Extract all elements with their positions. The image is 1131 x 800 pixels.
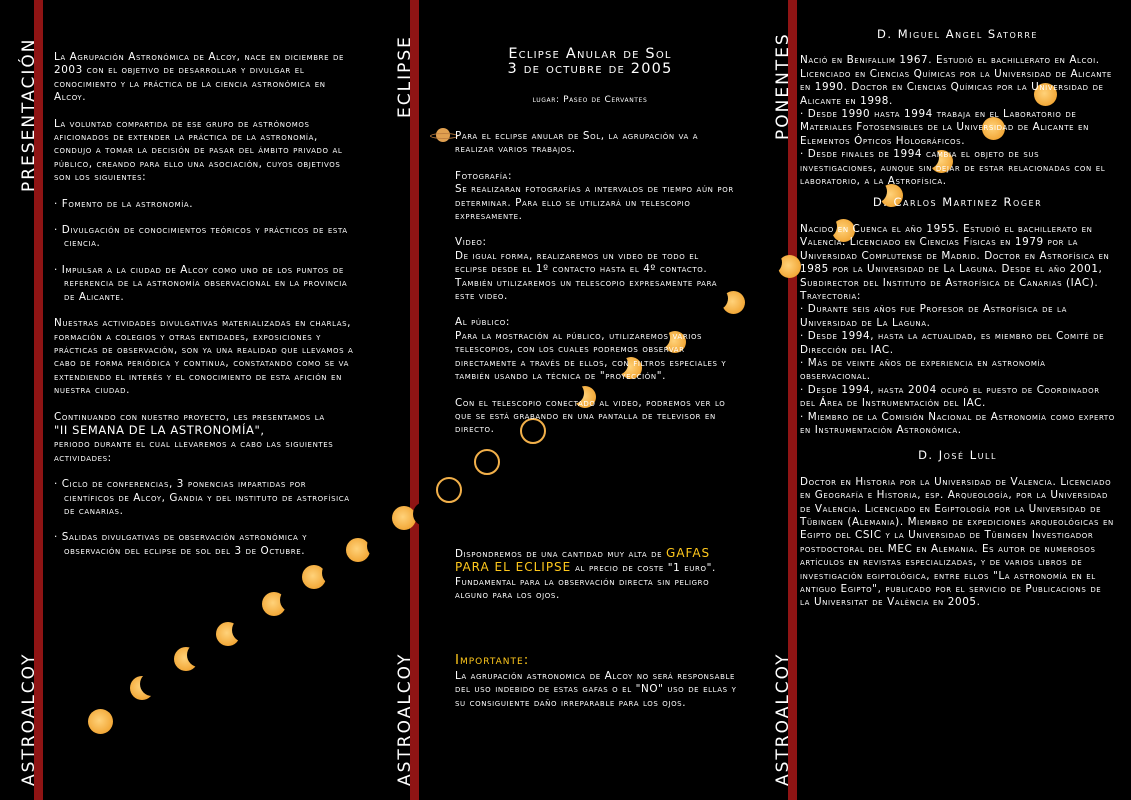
eclipse-text <box>455 130 735 450</box>
speaker-name: D. Miguel Angel Satorre <box>877 27 1038 41</box>
sun-full-icon <box>88 709 113 734</box>
activity-item: · Salidas divulgativas de observación astronómica y observación del eclipse de sol del 3 de Octubre. <box>54 531 308 557</box>
speaker-item: · Desde finales de 1994 cambia el objeto de sus investigaciones, aunque sin dejar de estar relacionadas con el laboratorio, a la Astrofísica. <box>800 148 1106 188</box>
semana-title: "II SEMANA DE LA ASTRONOMÍA", <box>54 422 265 437</box>
eclipse-intro: Para el eclipse anular de Sol, la agrupación va a realizar varios trabajos. <box>455 130 699 156</box>
tv-text: Con el telescopio conectado al video, podremos ver lo que se está grabando en una pantalla de televisor en directo. <box>455 396 726 436</box>
vertical-astroalcoy-2: ASTROALCOY <box>395 652 415 786</box>
will-paragraph: La voluntad compartida de ese grupo de astrónomos aficionados de extender la práctica de la astronomía, condujo a tomar la decisión de pasar del ámbito privado al público, creando para ello una asociación, cuyos objetivos son los siguientes: <box>54 117 343 184</box>
objective-item: · Fomento de la astronomía. <box>54 197 194 210</box>
speaker-item: · Más de veinte años de experiencia en astronomía observacional. <box>800 356 1046 383</box>
speaker-name: D. Carlos Martinez Roger <box>872 195 1043 210</box>
speaker-name: D. José Lull <box>918 448 997 463</box>
sun-ring-icon <box>436 477 462 503</box>
presentation-text <box>54 51 354 571</box>
vertical-presentacion: PRESENTACIÓN <box>19 37 39 192</box>
trajectory-label: Trayectoria: <box>800 289 861 302</box>
glasses-highlight: GAFAS PARA EL ECLIPSE <box>455 546 711 575</box>
photo-heading: Fotografía: <box>455 169 513 182</box>
activity-item: · Ciclo de conferencias, 3 ponencias impartidas por científicos de Alcoy, Gandia y del instituto de astrofísica de canarias. <box>54 478 350 517</box>
speaker-item: · Desde 1994, hasta la actualidad, es miembro del Comité de Dirección del IAC. <box>800 330 1105 356</box>
vertical-astroalcoy-3: ASTROALCOY <box>773 652 793 786</box>
speaker-item: · Desde 1994, hasta 2004 ocupó el puesto de Coordinador del Área de Instrumentación del IAC. <box>800 383 1100 410</box>
important-heading: Importante: <box>455 652 530 668</box>
vertical-ponentes: PONENTES <box>773 32 793 140</box>
activities-paragraph: Nuestras actividades divulgativas materializadas en charlas, formación a colegios y otras entidades, exposiciones y prácticas de observación, son ya una realidad que llevamos a cabo de forma periódica y continua, constatando como se va extendiendo el interés y el conocimiento de esta afición en nuestra ciudad. <box>54 317 354 397</box>
saturn-icon <box>430 128 458 142</box>
speaker-item: · Desde 1990 hasta 1994 trabaja en el Laboratorio de Materiales Fotosensibles de la Universidad de Alicante en Elementos Ópticos Holográficos. <box>800 108 1089 147</box>
place-text: lugar: Paseo de Cervantes <box>532 95 648 105</box>
speaker-bio: Doctor en Historia por la Universidad de Valencia. Licenciado en Geografía e Historia, esp. Arqueología, por la Universidad de Valencia. Licenciado en Egiptología por la Universidad de Tübingen (Alemania). Miembro de expediciones arqueológicas en Egipto del CSIC y la Universidad de Tübingen Investigador postdoctoral del MEC en Alemania. Es autor de numerosos artículos en revistas especializadas, y de varios libros de investigación egiptológica, entre ellos "La astronomía en el antiguo Egipto", publicado por el servicio de Publicacions de la Universitat de València en 2005. <box>800 475 1114 609</box>
important-text: La agrupación astronomica de Alcoy no será responsable del uso indebido de estas gafas o el "NO" uso de ellas y su consiguiente daño irreparable para los ojos. <box>455 670 737 709</box>
video-heading: Video: <box>455 236 487 249</box>
sun-annular-icon <box>474 449 500 475</box>
objective-item: · Impulsar a la ciudad de Alcoy como uno de los puntos de referencia de la astronomía observacional en la provincia de Alicante. <box>54 263 348 303</box>
sun-phase-icon <box>392 506 416 530</box>
speaker-item: · Durante seis años fue Profesor de Astrofísica de la Universidad de La Laguna. <box>800 303 1068 329</box>
speaker-bio: Nació en Benifallim 1967. Estudió el bachillerato en Alcoi. Licenciado en Ciencias Químicas por la Universidad de Alicante en 1990. Doctor en Ciencias Químicas por la Universidad de Alicante en 1998. <box>800 54 1112 107</box>
vertical-eclipse: ECLIPSE <box>395 35 415 118</box>
glasses-text: Dispondremos de una cantidad muy alta de GAFAS PARA EL ECLIPSE al precio de coste "1 euro". Fundamental para la observación directa sin peligro alguno para los ojos. <box>455 546 716 602</box>
photo-text: Se realizaran fotografías a intervalos de tiempo aún por determinar. Para ello se utilizará un telescopio expresamente. <box>455 183 734 223</box>
project-paragraph: Continuando con nuestro proyecto, les presentamos la "II SEMANA DE LA ASTRONOMÍA", periodo durante el cual llevaremos a cabo las siguientes actividades: <box>54 410 334 464</box>
objective-item: · Divulgación de conocimientos teóricos y prácticos de esta ciencia. <box>54 224 348 250</box>
intro-paragraph: La Agrupación Astronómica de Alcoy, nace en diciembre de 2003 con el objetivo de desarrollar y divulgar el conocimiento y la práctica de la ciencia astronómica en Alcoy. <box>54 51 345 104</box>
speaker-bio: Nacido en Cuenca el año 1955. Estudió el bachillerato en Valencia. Licenciado en Ciencias Físicas en 1979 por la Universidad Complutense de Madrid. Doctor en Astrofísica en 1985 por la Universidad de La Laguna. Desde el año 2001, Subdirector del Instituto de Astrofísica de Canarias (IAC). <box>800 222 1110 289</box>
video-text: De igual forma, realizaremos un video de todo el eclipse desde el 1º contacto hasta el 4º contacto. También utilizaremos un telescopio expresamente para este video. <box>455 249 718 303</box>
speakers-text <box>800 28 1115 610</box>
speaker-item: · Miembro de la Comisión Nacional de Astronomía como experto en Instrumentación Astronómica. <box>800 410 1115 436</box>
vertical-astroalcoy-1: ASTROALCOY <box>19 652 39 786</box>
eclipse-title: Eclipse Anular de Sol 3 de octubre de 2005 <box>507 46 673 77</box>
public-text: Para la mostración al público, utilizaremos varios telescopios, con los cuales podremos observar directamente a través de ellos, con filtros especiales y también usando la técnica de "proyección". <box>455 329 727 383</box>
public-heading: Al público: <box>455 316 510 329</box>
